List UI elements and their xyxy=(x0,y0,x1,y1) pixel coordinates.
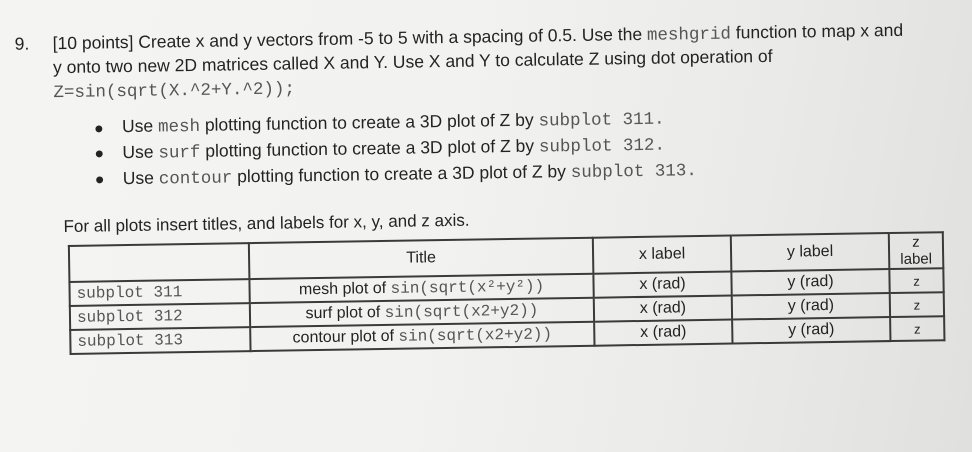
question-line-2: y onto two new 2D matrices called X and Y. Use X and Y to calculate Z using dot operation of xyxy=(52,45,773,78)
contour-code: contour xyxy=(158,168,233,190)
instructions-note: For all plots insert titles, and labels for x, y, and z axis. xyxy=(63,210,470,237)
plot-spec-table xyxy=(68,231,946,355)
header-y-label: y label xyxy=(731,233,890,271)
bullet-text: plotting function to create a 3D plot of Z by xyxy=(232,161,571,187)
question-line-1-text: [10 points] Create x and y vectors from -5 to 5 with a spacing of 0.5. Use the xyxy=(52,23,648,54)
y-label-cell: y (rad) xyxy=(731,269,889,295)
title-code: sin(sqrt(x2+y2)) xyxy=(398,325,553,346)
bullet-dot: ● xyxy=(93,120,104,138)
title-cell xyxy=(250,322,594,351)
z-label-cell: z xyxy=(890,292,944,317)
bullet-dot: ● xyxy=(94,171,105,189)
bullet-item-mesh xyxy=(122,108,665,139)
bullet-text: Use xyxy=(122,167,159,189)
title-text: surf plot of xyxy=(305,303,385,323)
question-line-1-tail: function to map x and xyxy=(730,19,904,43)
subplot-cell: subplot 312 xyxy=(70,303,250,330)
z-formula-code: Z=sin(sqrt(X.^2+Y.^2)); xyxy=(53,79,296,104)
subplot-code: subplot 312. xyxy=(538,135,666,158)
header-x-label: x label xyxy=(593,236,732,274)
bullet-text: Use xyxy=(121,115,159,137)
header-subplot xyxy=(69,243,250,282)
title-text: contour plot of xyxy=(292,327,399,347)
question-number: 9. xyxy=(14,33,30,54)
x-label-cell: x (rad) xyxy=(594,296,732,322)
z-label-cell: z xyxy=(889,268,943,293)
header-title: Title xyxy=(249,238,594,279)
z-label-cell: z xyxy=(890,316,944,341)
title-text: mesh plot of xyxy=(298,279,391,299)
y-label-cell: y (rad) xyxy=(732,317,890,343)
surf-code: surf xyxy=(158,142,201,164)
title-code: sin(sqrt(x2+y2)) xyxy=(384,301,539,322)
mesh-code: mesh xyxy=(157,116,201,138)
bullet-text: Use xyxy=(122,141,159,163)
subplot-code: subplot 313. xyxy=(570,161,697,184)
bullet-item-surf xyxy=(122,134,665,165)
bullet-text: plotting function to create a 3D plot of Z by xyxy=(199,109,539,135)
bullet-item-contour xyxy=(123,159,697,190)
x-label-cell: x (rad) xyxy=(594,320,732,346)
subplot-cell: subplot 313 xyxy=(70,327,250,354)
bullet-text: plotting function to create a 3D plot of Z by xyxy=(200,135,540,161)
meshgrid-code: meshgrid xyxy=(646,24,732,46)
bullet-dot: ● xyxy=(94,145,105,163)
header-z-label: z label xyxy=(889,232,944,269)
y-label-cell: y (rad) xyxy=(732,293,890,319)
title-code: sin(sqrt(x²+y²)) xyxy=(390,277,545,298)
subplot-cell: subplot 311 xyxy=(69,279,249,306)
subplot-code: subplot 311. xyxy=(538,109,665,132)
x-label-cell: x (rad) xyxy=(593,272,731,298)
